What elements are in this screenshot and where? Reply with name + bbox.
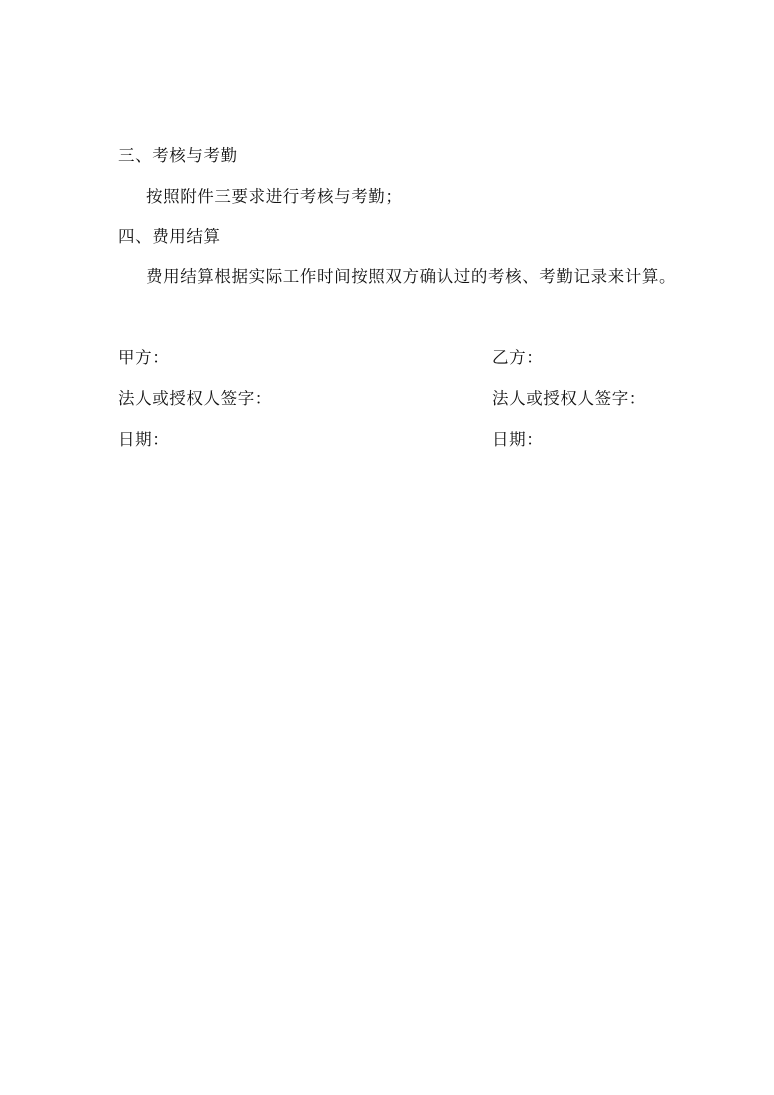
party-b-date-label: 日期： [492, 430, 544, 449]
section-3-heading: 三、考核与考勤 [118, 146, 238, 165]
party-a-date-label: 日期： [118, 430, 170, 449]
party-a-signature-label: 法人或授权人签字： [118, 389, 272, 408]
section-3-body: 按照附件三要求进行考核与考勤； [146, 187, 403, 206]
section-4-heading: 四、费用结算 [118, 227, 221, 246]
section-4-body: 费用结算根据实际工作时间按照双方确认过的考核、考勤记录来计算。 [146, 267, 677, 286]
party-a-label: 甲方： [118, 348, 170, 367]
party-b-label: 乙方： [492, 348, 544, 367]
party-b-signature-label: 法人或授权人签字： [492, 389, 646, 408]
